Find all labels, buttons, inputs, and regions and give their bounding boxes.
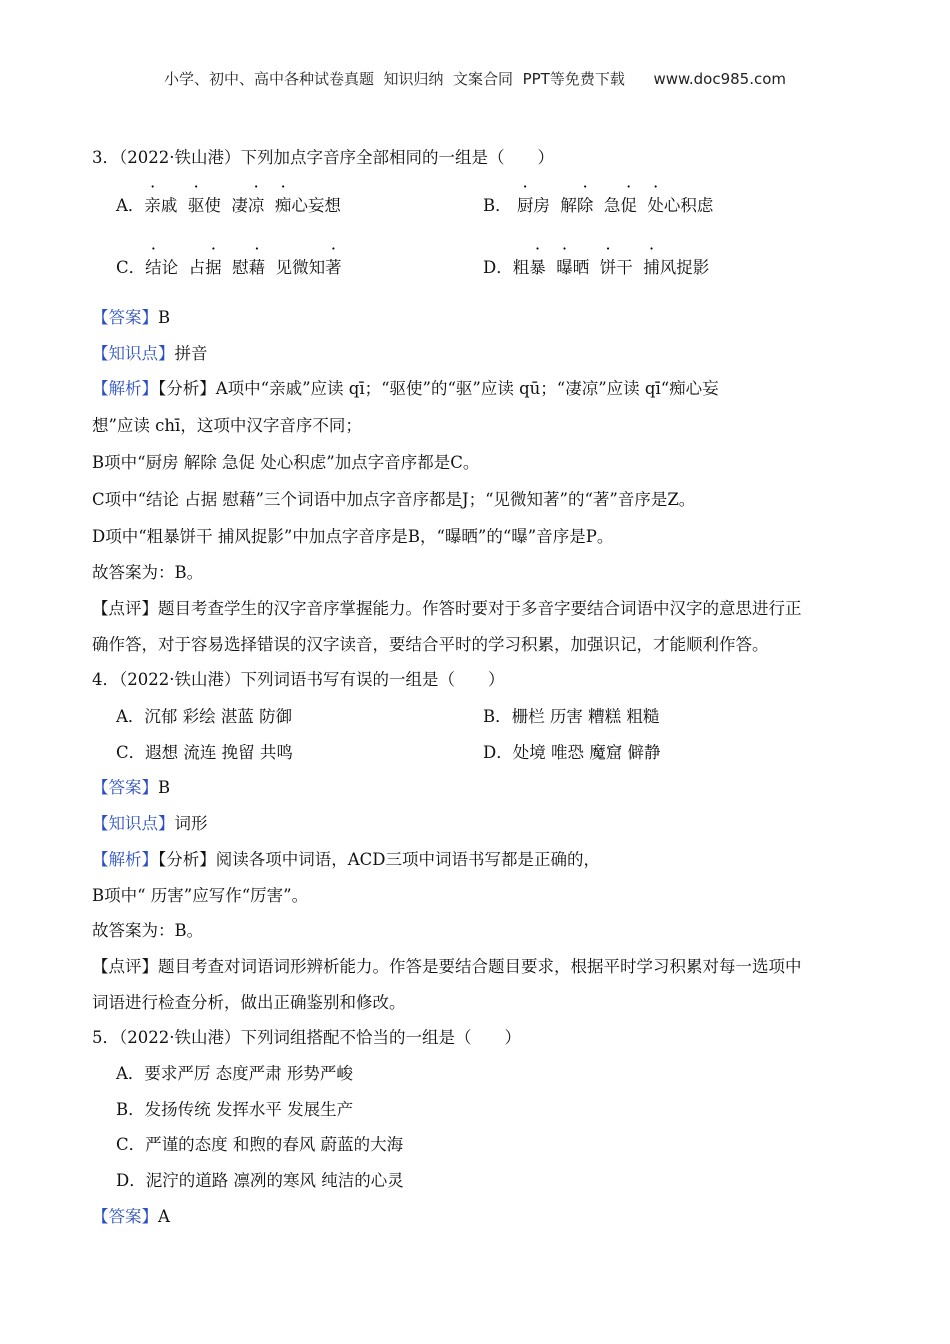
q3-analysis-2: 想”应读 chī，这项中汉字音序不同； — [92, 416, 362, 435]
q3-analysis-3: B项中“厨房 解除 急促 处心积虑”加点字音序都是C。 — [92, 453, 480, 472]
answer-tag: 【答案】 — [92, 308, 158, 327]
q3-answer: 【答案】B — [92, 308, 171, 327]
q4-option-c: C．遐想 流连 挽留 共鸣 — [116, 743, 293, 762]
q3-analysis-1: 【解析】【分析】A项中“亲戚”应读 qī；“驱使”的“驱”应读 qū；“凄凉”应读 qī“痴心妄 — [92, 379, 719, 398]
answer-tag: 【答案】 — [92, 778, 158, 797]
q4-answer: 【答案】B — [92, 778, 171, 797]
q3-comment-2: 确作答，对于容易选择错误的汉字读音，要结合平时的学习积累，加强识记，才能顺利作答。 — [92, 635, 769, 654]
q3-knowledge-point: 【知识点】拼音 — [92, 344, 208, 363]
analysis-tag: 【解析】 — [92, 850, 158, 869]
q3-stem: 3．（2022·铁山港）下列加点字音序全部相同的一组是（ ） — [92, 148, 554, 167]
q3-option-a: A．亲戚 驱使 凄凉 痴心妄想 — [116, 196, 341, 215]
q4-option-b: B．栅栏 历害 糟糕 粗糙 — [483, 707, 660, 726]
q3-option-d: D．粗暴 曝晒 饼干 捕风捉影 — [483, 258, 710, 277]
q4-option-a: A．沉郁 彩绘 湛蓝 防御 — [116, 707, 293, 726]
knowledge-tag: 【知识点】 — [92, 344, 175, 363]
q3-comment-1: 【点评】题目考查学生的汉字音序掌握能力。作答时要对于多音字要结合词语中汉字的意思进行正 — [92, 599, 802, 618]
q3-analysis-5: D项中“粗暴饼干 捕风捉影”中加点字音序是B，“曝晒”的“曝”音序是P。 — [92, 527, 614, 546]
q4-analysis-2: B项中“ 历害”应写作“厉害”。 — [92, 886, 309, 905]
q4-option-d: D．处境 唯恐 魔窟 僻静 — [483, 743, 661, 762]
q4-comment-1: 【点评】题目考查对词语词形辨析能力。作答是要结合题目要求，根据平时学习积累对每一选项中 — [92, 957, 802, 976]
q3-option-c: C．结论 占据 慰藉 见微知著 — [116, 258, 342, 277]
q5-option-d: D．泥泞的道路 凛冽的寒风 纯洁的心灵 — [116, 1171, 404, 1190]
q4-comment-2: 词语进行检查分析，做出正确鉴别和修改。 — [92, 993, 406, 1012]
answer-tag: 【答案】 — [92, 1207, 158, 1226]
q5-option-c: C．严谨的态度 和煦的春风 蔚蓝的大海 — [116, 1135, 404, 1154]
q3-analysis-6: 故答案为：B。 — [92, 563, 204, 582]
q4-knowledge-point: 【知识点】词形 — [92, 814, 208, 833]
q5-answer: 【答案】A — [92, 1207, 170, 1226]
q3-option-b: B． 厨房 解除 急促 处心积虑 — [483, 196, 714, 215]
analysis-tag: 【解析】 — [92, 379, 158, 398]
q4-analysis-3: 故答案为：B。 — [92, 921, 204, 940]
page-header: 小学、初中、高中各种试卷真题 知识归纳 文案合同 PPT等免费下载 www.doc985.com — [163, 70, 787, 88]
knowledge-tag: 【知识点】 — [92, 814, 175, 833]
q3-analysis-4: C项中“结论 占据 慰藉”三个词语中加点字音序都是J；“见微知著”的“著”音序是Z。 — [92, 490, 696, 509]
comment-tag: 【点评】 — [92, 599, 158, 618]
q4-analysis-1: 【解析】【分析】阅读各项中词语，ACD三项中词语书写都是正确的， — [92, 850, 601, 869]
comment-tag: 【点评】 — [92, 957, 158, 976]
q5-stem: 5．（2022·铁山港）下列词组搭配不恰当的一组是（ ） — [92, 1028, 521, 1047]
q4-stem: 4．（2022·铁山港）下列词语书写有误的一组是（ ） — [92, 670, 505, 689]
q5-option-a: A．要求严厉 态度严肃 形势严峻 — [116, 1064, 353, 1083]
q5-option-b: B．发扬传统 发挥水平 发展生产 — [116, 1100, 354, 1119]
